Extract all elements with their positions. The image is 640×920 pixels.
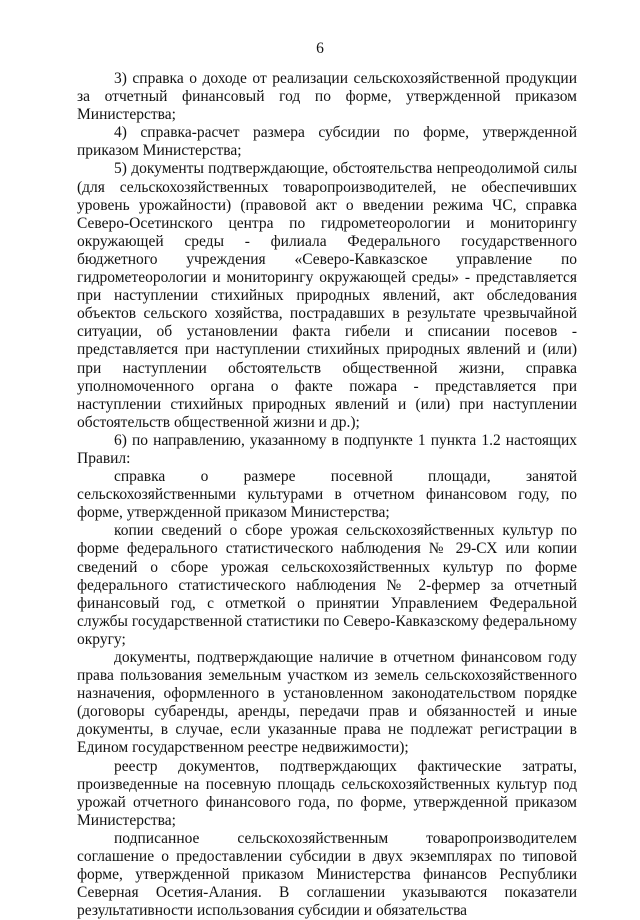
paragraph-item-4: 4) справка-расчет размера субсидии по форме, утвержденной приказом Министерства; xyxy=(77,124,577,160)
paragraph-land-rights-documents: документы, подтверждающие наличие в отчетном финансовом году права пользования земельным участком из земель сельскохозяйственного назначения, оформленного в установленном законодательством порядке (договоры субаренды, аренды, передачи прав и обязанностей и иные документы, в случае, если указанные права не подлежат регистрации в Едином государственном реестре недвижимости); xyxy=(77,649,577,757)
paragraph-item-5: 5) документы подтверждающие, обстоятельства непреодолимой силы (для сельскохозяйственных товаропроизводителей, не обеспечивших уровень урожайности) (правовой акт о введении режима ЧС, справка Северо-Осетинского центра по гидрометеорологии и мониторингу окружающей среды - филиала Федерального государственного бюджетного учреждения «Северо-Кавказское управление по гидрометеорологии и мониторингу окружающей среды» - представляется при наступлении стихийных природных явлений, акт обследования объектов сельского хозяйства, пострадавших в результате чрезвычайной ситуации, об установлении факта гибели и списании посевов - представляется при наступлении стихийных природных явлений и (или) при наступлении обстоятельств общественной жизни, справка уполномоченного органа о факте пожара - представляется при наступлении стихийных природных явлений и (или) при наступлении обстоятельств общественной жизни и др.); xyxy=(77,160,577,431)
paragraph-expense-register: реестр документов, подтверждающих фактические затраты, произведенные на посевную площадь сельскохозяйственных культур под урожай отчетного финансового года, по форме, утвержденной приказом Министерства; xyxy=(77,757,577,829)
paragraph-item-6: 6) по направлению, указанному в подпункте 1 пункта 1.2 настоящих Правил: xyxy=(77,431,577,467)
paragraph-signed-agreement: подписанное сельскохозяйственным товаропроизводителем соглашение о предоставлении субсидии в двух экземплярах по типовой форме, утвержденной приказом Министерства финансов Республики Северная Осетия-Алания. В соглашении указываются показатели результативности использования субсидии и обязательства xyxy=(77,829,577,920)
document-body xyxy=(77,70,577,920)
page-number: 6 xyxy=(316,40,324,57)
paragraph-item-3: 3) справка о доходе от реализации сельскохозяйственной продукции за отчетный финансовый год по форме, утвержденной приказом Министерства; xyxy=(77,70,577,124)
paragraph-sown-area-certificate: справка о размере посевной площади, занятой сельскохозяйственными культурами в отчетном финансовом году, по форме, утвержденной приказом Министерства; xyxy=(77,468,577,522)
paragraph-harvest-copies: копии сведений о сборе урожая сельскохозяйственных культур по форме федерального статистического наблюдения № 29-СХ или копии сведений о сборе урожая сельскохозяйственных культур по форме федерального статистического наблюдения № 2-фермер за отчетный финансовый год, с отметкой о принятии Управлением Федеральной службы государственной статистики по Северо-Кавказскому федеральному округу; xyxy=(77,522,577,648)
